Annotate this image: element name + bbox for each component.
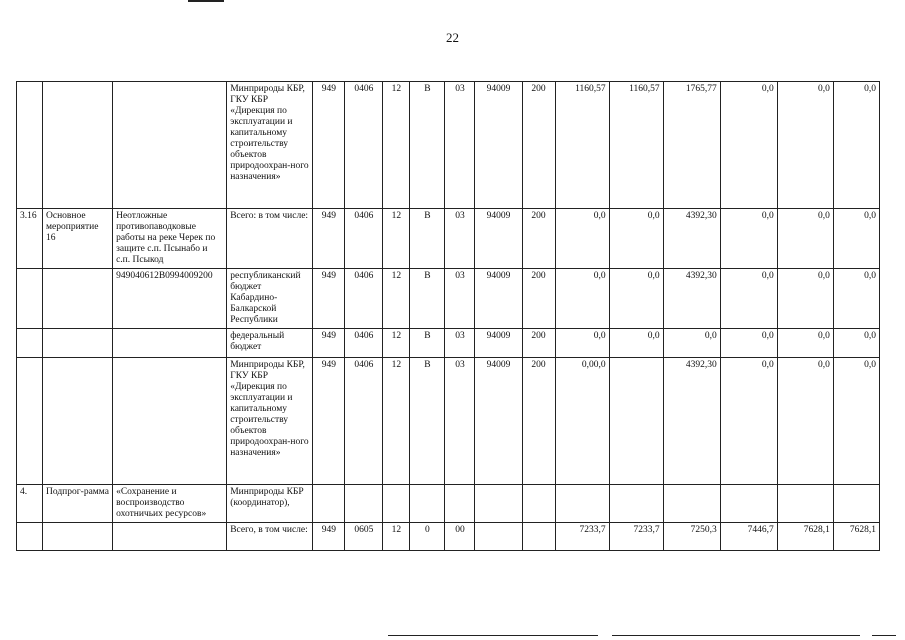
cell-value-5: 0,0 [777,209,833,269]
cell-cs4: 94009 [475,358,522,485]
cell-value-3: 4392,30 [663,269,720,329]
table-row [17,485,880,523]
cell-name: Неотложные противопаводковые работы на реке Черек по защите с.п. Псынабо и с.п. Псыкод [113,209,227,269]
cell-cs3: 03 [445,358,475,485]
cell-cs2: В [410,269,445,329]
cell-grbs: 949 [313,269,345,329]
cell-value-3: 1765,77 [663,82,720,209]
cell-num: 3.16 [17,209,43,269]
cell-value-4: 0,0 [720,329,777,358]
cell-name [113,523,227,551]
cell-grbs: 949 [313,209,345,269]
cell-cs2: В [410,82,445,209]
cell-cs1: 12 [383,358,410,485]
cell-value-4: 0,0 [720,269,777,329]
cell-value-6: 0,0 [833,269,879,329]
cell-value-3: 7250,3 [663,523,720,551]
cell-executor: Минприроды КБР (координатор), [227,485,313,523]
cell-type: Подпрог-рамма [43,485,113,523]
cell-vr: 200 [522,209,555,269]
cell-cs3 [445,485,475,523]
cell-cs4: 94009 [475,82,522,209]
cell-value-2 [609,485,663,523]
cell-value-1: 0,0 [555,209,609,269]
cell-grbs [313,485,345,523]
cell-value-6: 0,0 [833,358,879,485]
cell-value-5 [777,485,833,523]
cell-value-5: 0,0 [777,358,833,485]
cell-cs2: В [410,358,445,485]
bottom-rule-right [872,635,896,636]
cell-cs3: 03 [445,329,475,358]
table-row [17,358,880,485]
cell-executor: Всего, в том числе: [227,523,313,551]
cell-value-4: 0,0 [720,358,777,485]
cell-rzpr: 0406 [345,358,383,485]
cell-value-2: 0,0 [609,329,663,358]
cell-num [17,269,43,329]
cell-rzpr: 0406 [345,209,383,269]
cell-value-3: 0,0 [663,329,720,358]
cell-num [17,358,43,485]
cell-num: 4. [17,485,43,523]
cell-vr [522,485,555,523]
cell-rzpr [345,485,383,523]
cell-value-4: 0,0 [720,82,777,209]
cell-executor: Минприроды КБР, ГКУ КБР «Дирекция по эксплуатации и капитальному строительству объектов природоохран-ного назначения» [227,82,313,209]
cell-value-6 [833,485,879,523]
cell-value-1 [555,485,609,523]
cell-value-2: 0,0 [609,209,663,269]
cell-type [43,82,113,209]
cell-value-1: 0,0 [555,269,609,329]
cell-cs1: 12 [383,209,410,269]
cell-cs1: 12 [383,329,410,358]
cell-cs2 [410,485,445,523]
cell-type [43,358,113,485]
cell-cs2: В [410,329,445,358]
cell-cs3: 03 [445,82,475,209]
cell-cs4 [475,523,522,551]
cell-cs1 [383,485,410,523]
cell-executor: федеральный бюджет [227,329,313,358]
cell-executor: республиканский бюджет Кабардино-Балкарской Республики [227,269,313,329]
cell-rzpr: 0605 [345,523,383,551]
cell-value-2: 7233,7 [609,523,663,551]
page-number: 22 [446,30,459,45]
bottom-rule-middle [612,635,860,636]
cell-grbs: 949 [313,358,345,485]
cell-value-5: 0,0 [777,82,833,209]
cell-type [43,523,113,551]
cell-num [17,82,43,209]
cell-cs4: 94009 [475,269,522,329]
cell-value-6: 0,0 [833,82,879,209]
cell-type [43,269,113,329]
cell-value-4 [720,485,777,523]
budget-table [16,81,880,551]
cell-value-5: 0,0 [777,329,833,358]
cell-value-6: 0,0 [833,209,879,269]
cell-name [113,358,227,485]
cell-vr: 200 [522,358,555,485]
cell-value-4: 0,0 [720,209,777,269]
cell-num [17,523,43,551]
cell-num [17,329,43,358]
cell-cs3: 03 [445,209,475,269]
cell-cs1: 12 [383,523,410,551]
cell-type [43,329,113,358]
cell-rzpr: 0406 [345,82,383,209]
cell-value-1: 0,00,0 [555,358,609,485]
cell-cs3: 00 [445,523,475,551]
cell-value-1: 7233,7 [555,523,609,551]
cell-name: 949040612В0994009200 [113,269,227,329]
cell-type: Основное мероприятие 16 [43,209,113,269]
table-row [17,209,880,269]
cell-executor: Всего: в том числе: [227,209,313,269]
table-row [17,269,880,329]
cell-value-2 [609,358,663,485]
cell-rzpr: 0406 [345,269,383,329]
cell-cs1: 12 [383,82,410,209]
cell-name: «Сохранение и воспроизводство охотничьих ресурсов» [113,485,227,523]
cell-name [113,329,227,358]
cell-cs1: 12 [383,269,410,329]
cell-value-3: 4392,30 [663,358,720,485]
table-row [17,329,880,358]
cell-grbs: 949 [313,82,345,209]
top-edge-mark [188,0,224,2]
table-row [17,82,880,209]
cell-vr: 200 [522,269,555,329]
cell-cs4 [475,485,522,523]
table-row [17,523,880,551]
cell-value-3: 4392,30 [663,209,720,269]
cell-cs4: 94009 [475,209,522,269]
cell-value-2: 0,0 [609,269,663,329]
cell-value-3 [663,485,720,523]
cell-grbs: 949 [313,523,345,551]
cell-value-5: 0,0 [777,269,833,329]
cell-vr: 200 [522,329,555,358]
cell-value-4: 7446,7 [720,523,777,551]
bottom-rule-left [388,635,598,636]
cell-value-1: 1160,57 [555,82,609,209]
cell-vr: 200 [522,82,555,209]
cell-value-6: 7628,1 [833,523,879,551]
cell-cs2: 0 [410,523,445,551]
cell-cs2: В [410,209,445,269]
cell-cs4: 94009 [475,329,522,358]
cell-executor: Минприроды КБР, ГКУ КБР «Дирекция по эксплуатации и капитальному строительству объектов природоохран-ного назначения» [227,358,313,485]
cell-value-2: 1160,57 [609,82,663,209]
cell-vr [522,523,555,551]
cell-name [113,82,227,209]
cell-value-6: 0,0 [833,329,879,358]
cell-value-1: 0,0 [555,329,609,358]
cell-grbs: 949 [313,329,345,358]
cell-value-5: 7628,1 [777,523,833,551]
cell-cs3: 03 [445,269,475,329]
cell-rzpr: 0406 [345,329,383,358]
